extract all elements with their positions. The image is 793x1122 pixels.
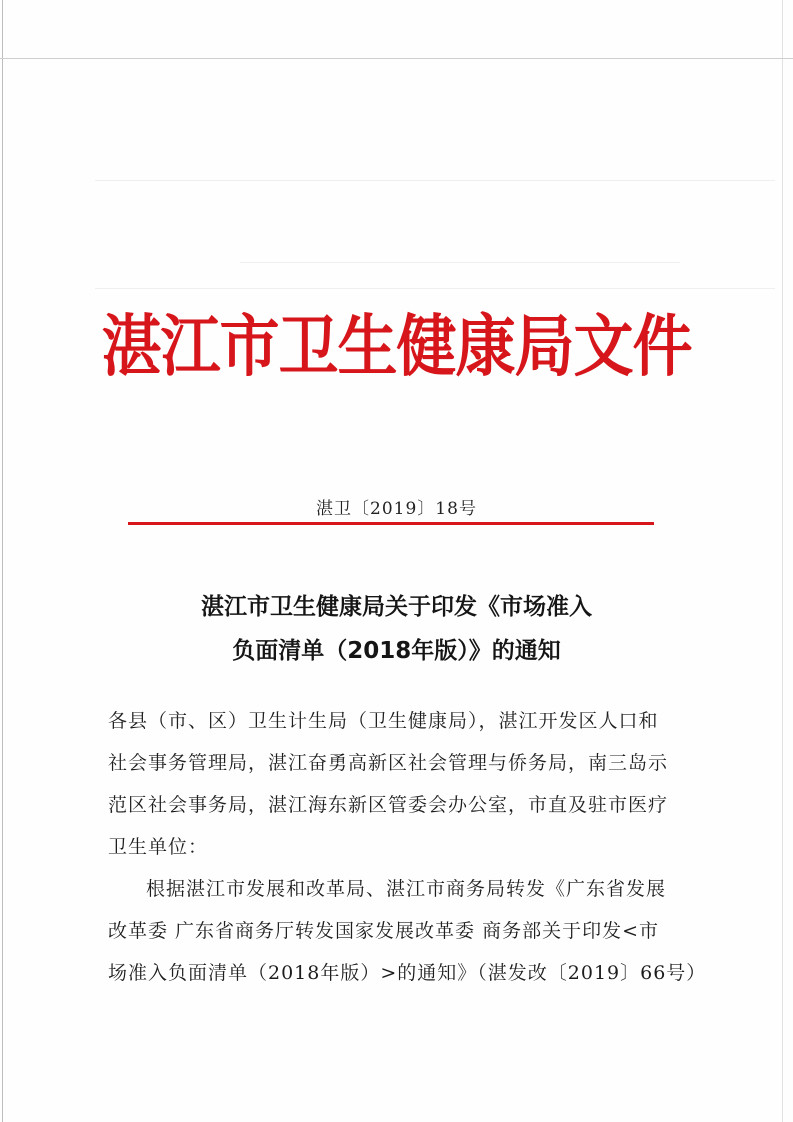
scan-edge-left xyxy=(2,0,3,1122)
bleed-through-line xyxy=(240,262,680,263)
notice-title-line-2: 负面清单（2018年版）》的通知 xyxy=(232,638,561,664)
notice-title-line-1: 湛江市卫生健康局关于印发《市场准入 xyxy=(201,594,592,620)
document-number: 湛卫〔2019〕18号 xyxy=(316,499,477,519)
addressee-line: 卫生单位： xyxy=(108,836,209,858)
notice-title xyxy=(0,585,793,673)
paragraph-line: 场准入负面清单（2018年版）>的通知》（湛发改〔2019〕66号） xyxy=(108,962,707,984)
scan-edge-right xyxy=(782,0,783,1122)
addressee-line: 范区社会事务局，湛江海东新区管委会办公室，市直及驻市医疗 xyxy=(108,794,669,816)
masthead-title: 湛江市卫生健康局文件 xyxy=(101,307,692,387)
scan-top-rule xyxy=(0,58,793,59)
addressee-line: 社会事务管理局，湛江奋勇高新区社会管理与侨务局，南三岛示 xyxy=(108,752,669,774)
addressee-line: 各县（市、区）卫生计生局（卫生健康局），湛江开发区人口和 xyxy=(108,710,659,732)
paragraph-line: 根据湛江市发展和改革局、湛江市商务局转发《广东省发展 xyxy=(146,878,667,900)
red-separator-rule xyxy=(128,522,654,525)
document-body xyxy=(108,700,707,994)
bleed-through-line xyxy=(95,288,775,289)
paragraph-line: 改革委 广东省商务厅转发国家发展改革委 商务部关于印发<市 xyxy=(108,920,660,942)
bleed-through-line xyxy=(95,180,775,181)
